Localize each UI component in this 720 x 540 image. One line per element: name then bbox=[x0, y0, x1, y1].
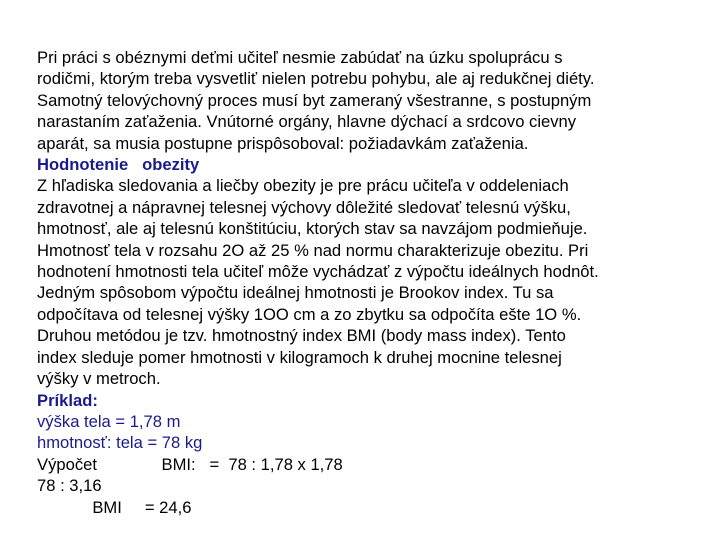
example-height: výška tela = 1,78 m bbox=[37, 411, 181, 431]
calculation-result: BMI = 24,6 bbox=[37, 497, 192, 517]
text-line-9: hmotnosť, ale aj telesnú konštitúciu, ktorých stav sa navzájom podmieňuje. bbox=[37, 219, 588, 239]
text-line-11: hodnotení hmotnosti tela učiteľ môže vychádzať z výpočtu ideálnych hodnôt. bbox=[37, 262, 599, 282]
calculation-step: 78 : 3,16 bbox=[37, 476, 102, 496]
text-line-12: Jedným spôsobom výpočtu ideálnej hmotnosti je Brookov index. Tu sa bbox=[37, 283, 554, 303]
text-line-14: Druhou metódou je tzv. hmotnostný index BMI (body mass index). Tento bbox=[37, 326, 566, 346]
text-line-13: odpočítava od telesnej výšky 1OO cm a zo zbytku sa odpočíta ešte 1O %. bbox=[37, 304, 582, 324]
text-line-3: Samotný telovýchovný proces musí byt zameraný všestranne, s postupným bbox=[37, 90, 592, 110]
text-line-8: zdravotnej a nápravnej telesnej výchovy dôležité sledovať telesnú výšku, bbox=[37, 197, 571, 217]
section-heading: Hodnotenie obezity bbox=[37, 155, 200, 175]
text-line-7: Z hľadiska sledovania a liečby obezity je pre prácu učiteľa v oddeleniach bbox=[37, 176, 569, 196]
text-line-2: rodičmi, ktorým treba vysvetliť nielen potrebu pohybu, ale aj redukčnej diéty. bbox=[37, 69, 595, 89]
text-line-15: index sleduje pomer hmotnosti v kilogramoch k druhej mocnine telesnej bbox=[37, 347, 562, 367]
text-line-5: aparát, sa musia postupne prispôsoboval: požiadavkám zaťaženia. bbox=[37, 133, 529, 153]
slide-text bbox=[37, 47, 707, 518]
text-line-16: výšky v metroch. bbox=[37, 369, 161, 389]
text-line-10: Hmotnosť tela v rozsahu 2O až 25 % nad normu charakterizuje obezitu. Pri bbox=[37, 240, 589, 260]
example-weight: hmotnosť: tela = 78 kg bbox=[37, 433, 203, 453]
text-line-1: Pri práci s obéznymi deťmi učiteľ nesmie zabúdať na úzku spoluprácu s bbox=[37, 48, 563, 67]
calculation-line: Výpočet BMI: = 78 : 1,78 x 1,78 bbox=[37, 454, 343, 474]
example-label: Príklad: bbox=[37, 390, 98, 410]
text-line-4: narastaním zaťaženia. Vnútorné orgány, hlavne dýchací a srdcovo cievny bbox=[37, 112, 577, 132]
